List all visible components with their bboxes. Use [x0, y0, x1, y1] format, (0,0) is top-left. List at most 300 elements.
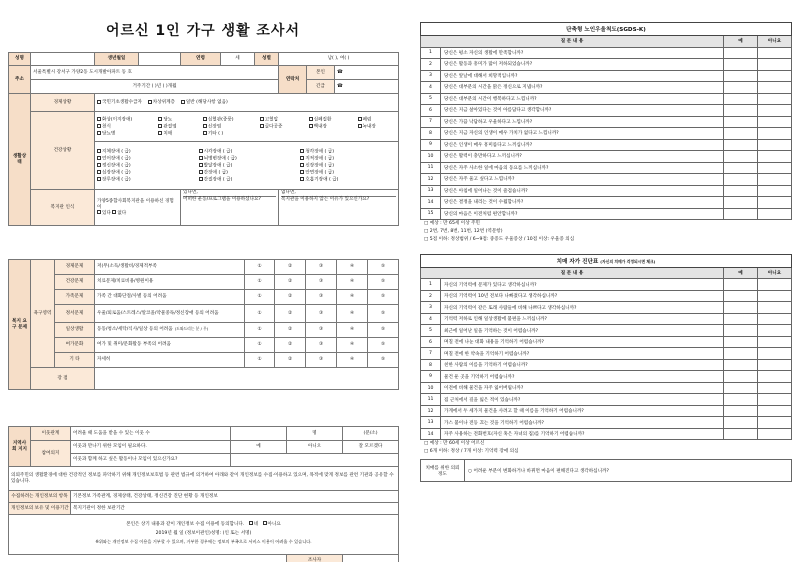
disability-checkbox-label: 발달장애 ( 급): [203, 163, 233, 168]
gds-yes-cell[interactable]: [723, 162, 757, 174]
disability-checkbox[interactable]: [199, 170, 295, 176]
disease-checkbox[interactable]: [158, 124, 196, 130]
gds-yes-cell[interactable]: [723, 105, 757, 117]
help-unsure-option[interactable]: 잘 모르겠다: [343, 441, 399, 454]
dementia-row: [421, 382, 792, 394]
surveyor-field[interactable]: [343, 555, 399, 562]
dementia-row: [421, 313, 792, 325]
disability-checkbox[interactable]: [300, 170, 396, 176]
needs-description-text: 자세히: [97, 357, 111, 363]
needs-scale-option[interactable]: ⑤: [368, 338, 399, 353]
needs-scale-option[interactable]: ⑤: [368, 305, 399, 323]
needs-description: [95, 305, 245, 323]
dementia-title: 치매 자가 진단표: [556, 258, 599, 265]
gds-no-cell[interactable]: [757, 82, 791, 94]
disability-checkbox[interactable]: [97, 170, 193, 176]
gds-notes: [420, 220, 792, 244]
gds-row: [421, 208, 792, 220]
disease-checkbox[interactable]: [158, 131, 196, 137]
needs-scale-option[interactable]: ②: [275, 338, 306, 353]
dementia-yes-cell[interactable]: [724, 371, 758, 383]
disability-checkbox[interactable]: [199, 163, 295, 169]
gds-table: [420, 22, 792, 220]
welfare-no-checkbox[interactable]: [112, 211, 126, 216]
needs-scale-option[interactable]: ①: [245, 290, 275, 305]
gds-row: [421, 59, 792, 71]
strength-field[interactable]: [95, 368, 399, 390]
welfare-no-box[interactable]: [279, 190, 399, 226]
needs-scale-option[interactable]: ④: [337, 305, 368, 323]
gds-note: □ 5점 이하: 정상범위 / 6~9점: 중증도 우울증상 / 10점 이상: 우울증 의심: [424, 236, 575, 242]
help-answer-field[interactable]: [231, 454, 399, 467]
contact-self-field[interactable]: ☎: [335, 66, 399, 80]
dementia-title-cell: [421, 254, 792, 267]
needs-scale-option[interactable]: ②: [275, 305, 306, 323]
dementia-question: 자신의 기억력이 같은 또래 사람들에 비해 나쁘다고 생각하십니까?: [441, 302, 724, 314]
disability-checkbox[interactable]: [300, 149, 396, 155]
needs-description-text: 저(무)소득/생활비/경제적부족: [97, 264, 157, 270]
gds-yes-cell[interactable]: [723, 128, 757, 140]
gds-number: 9: [421, 139, 441, 151]
needs-table: [8, 259, 399, 390]
needs-scale-option[interactable]: ③: [306, 338, 337, 353]
health-label: 건강상황: [31, 112, 95, 190]
checkbox-icon: [97, 100, 101, 104]
gds-no-cell[interactable]: [757, 47, 791, 59]
dementia-question: 친한 사람의 이름을 기억하기 어렵습니까?: [441, 359, 724, 371]
dementia-question: 물건 둔 곳을 기억하기 어렵습니까?: [441, 371, 724, 383]
checkbox-icon: [309, 117, 313, 121]
gds-yes-cell[interactable]: [723, 151, 757, 163]
disability-checkbox[interactable]: [97, 163, 193, 169]
consent-agree-text: 본인은 상기 내용과 같이 개인정보 수집 이용에 동의합니다.: [126, 521, 245, 527]
disability-checkbox[interactable]: [199, 177, 295, 183]
needs-scale-option[interactable]: ②: [275, 323, 306, 338]
gds-col-question: 질 문 내 용: [421, 36, 724, 48]
dementia-no-cell[interactable]: [758, 428, 792, 440]
dementia-no-cell[interactable]: [758, 417, 792, 429]
dementia-number: 4: [421, 313, 441, 325]
welfare-no-question: 복지관을 이용하지 않는 이유가 있으신가요?: [281, 196, 370, 202]
gds-yes-cell[interactable]: [723, 59, 757, 71]
checkbox-icon: [249, 521, 253, 525]
needs-description-text: 우울/외로움/스트레스/알코올/약물중독/정신장애 등의 어려움: [97, 310, 219, 316]
gds-row: [421, 174, 792, 186]
checkbox-icon: [199, 156, 203, 160]
consent-period-value: 복지기관이 정한 보관기간: [71, 503, 399, 515]
relation-label: 이웃관계: [31, 427, 71, 441]
dementia-yes-cell[interactable]: [724, 394, 758, 406]
disability-checkbox[interactable]: [199, 149, 295, 155]
dementia-yes-cell[interactable]: [724, 382, 758, 394]
gds-number: 12: [421, 174, 441, 186]
checkbox-icon: [358, 117, 362, 121]
disability-checkbox-label: 간장애 ( 급): [203, 170, 228, 175]
checkbox-icon: [300, 177, 304, 181]
disability-checkbox[interactable]: [97, 177, 193, 183]
sex-options[interactable]: 남( ), 여( ): [279, 53, 399, 66]
referral-text[interactable]: ○ 어려운 부분이 변화하거나 바뀌면 마음이 편해진다고 생각하십니까?: [465, 460, 792, 482]
dementia-no-cell[interactable]: [758, 302, 792, 314]
gds-yes-cell[interactable]: [723, 197, 757, 209]
needs-category: 정서문제: [55, 305, 95, 323]
dementia-number: 10: [421, 382, 441, 394]
needs-scale-option[interactable]: ①: [245, 338, 275, 353]
dementia-yes-cell[interactable]: [724, 428, 758, 440]
dementia-question: 며칠 전에 나눈 대화 내용을 기억하기 어렵습니까?: [441, 336, 724, 348]
gds-yes-cell[interactable]: [723, 174, 757, 186]
welfare-yes-checkbox[interactable]: [97, 211, 111, 216]
gds-row: [421, 116, 792, 128]
checkbox-icon: [158, 117, 162, 121]
gds-no-cell[interactable]: [757, 162, 791, 174]
econ-option-label: 차상위계층: [152, 100, 175, 105]
disability-checkbox[interactable]: [300, 163, 396, 169]
dementia-number: 3: [421, 302, 441, 314]
econ-label: 경제상황: [31, 94, 95, 112]
gds-yes-cell[interactable]: [723, 82, 757, 94]
dementia-note: □ 예상 : 만 60세 이상 어르신: [424, 441, 485, 447]
gds-note: □ 2번, 7번, 8번, 11번, 12번 (역문항): [424, 228, 503, 234]
disease-checkbox[interactable]: [97, 124, 152, 130]
sex-label: 성별: [255, 53, 279, 66]
needs-category: 가족문제: [55, 290, 95, 305]
gds-no-cell[interactable]: [757, 174, 791, 186]
gds-yes-cell[interactable]: [723, 185, 757, 197]
needs-scale-option[interactable]: ②: [275, 260, 306, 275]
gds-question: 당신은 결정을 내리는 것이 수월합니까?: [441, 197, 724, 209]
dementia-number: 13: [421, 417, 441, 429]
welfare-question-text: 가양5종합사회복지관을 이용하신 경험이: [97, 199, 174, 210]
gds-number: 4: [421, 82, 441, 94]
gds-row: [421, 162, 792, 174]
checkbox-icon: [181, 100, 185, 104]
checkbox-icon: [260, 117, 264, 121]
needs-description-text: 동동/청소/세탁/식사/일상 등의 어려움: [97, 327, 173, 333]
disease-grid: [97, 117, 396, 137]
dementia-row: [421, 325, 792, 337]
econ-option-checkbox[interactable]: [148, 100, 175, 105]
dementia-no-cell[interactable]: [758, 290, 792, 302]
dementia-yes-cell[interactable]: [724, 290, 758, 302]
living-section-label: 생활상태: [9, 94, 31, 226]
needs-scale-option[interactable]: ①: [245, 260, 275, 275]
disease-checkbox[interactable]: [203, 131, 254, 137]
needs-description: [95, 290, 245, 305]
dementia-yes-cell[interactable]: [724, 325, 758, 337]
consent-period-label: 개인정보의 보유 및 이용기간: [9, 503, 71, 515]
gds-col-no: 아니요: [757, 36, 791, 48]
form-title: 어르신 1인 가구 생활 조사서: [105, 23, 300, 39]
surveyor-spacer: [9, 555, 287, 562]
needs-row: [9, 353, 399, 368]
consent-no-checkbox[interactable]: [263, 522, 281, 527]
dementia-no-cell[interactable]: [758, 313, 792, 325]
dementia-table: [420, 254, 792, 441]
disease-checkbox[interactable]: [97, 117, 152, 123]
dementia-yes-cell[interactable]: [724, 279, 758, 291]
needs-description-text: 가족 간 대화단절/사별 등의 어려움: [97, 294, 167, 300]
disability-checkbox[interactable]: [97, 156, 193, 162]
gds-yes-cell[interactable]: [723, 93, 757, 105]
needs-category: 일상생활: [55, 323, 95, 338]
gds-question: 당신은 대부분의 시간이 행복하다고 느낍니까?: [441, 93, 724, 105]
relation-unit2: (분/소): [343, 427, 399, 441]
needs-scale-option[interactable]: ⑤: [368, 323, 399, 338]
address-line2[interactable]: 거주기간 ( )년 ( )개월: [31, 80, 279, 94]
needs-scale-option[interactable]: ③: [306, 260, 337, 275]
needs-description-note: (도와드리는 분 / 무): [174, 326, 209, 332]
gds-number: 15: [421, 208, 441, 220]
needs-scale-option[interactable]: ④: [337, 290, 368, 305]
needs-description-text: 여가 및 취미/문화활동 부족의 어려움: [97, 342, 171, 348]
disease-checkbox[interactable]: [260, 117, 303, 123]
econ-option-checkbox[interactable]: [97, 100, 142, 105]
needs-scale-option[interactable]: ③: [306, 275, 337, 290]
checkbox-icon: [300, 163, 304, 167]
gds-no-cell[interactable]: [757, 139, 791, 151]
disease-checkbox[interactable]: [97, 131, 152, 137]
checkbox-icon: [203, 131, 207, 135]
address-line1[interactable]: 서울특별시 강서구 가양2동 도시개발아파트 동 호: [31, 66, 279, 80]
needs-scale-option[interactable]: ⑤: [368, 275, 399, 290]
dementia-question: 집 근처에서 길을 잃은 적이 있습니까?: [441, 394, 724, 406]
age-label: 연령: [181, 53, 221, 66]
needs-description: [95, 275, 245, 290]
age-unit: 세: [221, 53, 255, 66]
dementia-no-cell[interactable]: [758, 325, 792, 337]
dementia-no-cell[interactable]: [758, 371, 792, 383]
gds-no-cell[interactable]: [757, 197, 791, 209]
needs-description: [95, 353, 245, 368]
needs-scale-option[interactable]: ③: [306, 305, 337, 323]
contact-self-label: 본인: [307, 66, 335, 80]
needs-scale-option[interactable]: ③: [306, 323, 337, 338]
gds-question: 당신은 가끔 낙담하고 우울하다고 느낍니까?: [441, 116, 724, 128]
disease-checkbox[interactable]: [260, 124, 303, 130]
help-question-2: 이웃과 함께 하고 싶은 활동이나 모임이 있으신가요?: [71, 454, 231, 467]
needs-scale-option[interactable]: ⑤: [368, 290, 399, 305]
disability-checkbox-label: 지체장애 ( 급): [102, 149, 131, 154]
dementia-no-cell[interactable]: [758, 382, 792, 394]
needs-scale-option[interactable]: ④: [337, 260, 368, 275]
dementia-question: 가게에서 두 세가지 물건을 사려고 할 때 이름을 기억하기 어렵습니까?: [441, 405, 724, 417]
needs-scale-option[interactable]: ④: [337, 353, 368, 368]
dementia-row: [421, 290, 792, 302]
gds-no-cell[interactable]: [757, 105, 791, 117]
gds-question: 당신은 활동과 흥미가 많이 저하되었습니까?: [441, 59, 724, 71]
gds-question: 당신은 평소 자신의 생활에 만족합니까?: [441, 47, 724, 59]
disease-checkbox[interactable]: [158, 117, 196, 123]
dementia-notes: [420, 440, 792, 456]
welfare-question: [95, 190, 181, 226]
gds-no-cell[interactable]: [757, 208, 791, 220]
referral-table: [420, 459, 792, 482]
help-yes-option[interactable]: 예: [231, 441, 287, 454]
disease-checkbox[interactable]: [358, 117, 396, 123]
disability-checkbox[interactable]: [300, 177, 396, 183]
disability-checkbox-label: 정신장애 ( 급): [102, 163, 131, 168]
disease-checkbox-label: 골다공증: [264, 124, 283, 129]
consent-items-label: 수집하려는 개인정보의 항목: [9, 491, 71, 503]
needs-description: [95, 338, 245, 353]
needs-row: [9, 305, 399, 323]
gds-yes-cell[interactable]: [723, 70, 757, 82]
needs-category: 건강문제: [55, 275, 95, 290]
dementia-yes-cell[interactable]: [724, 348, 758, 360]
welfare-label: 복지관 인식: [31, 190, 95, 226]
gds-title: 단축형 노인우울척도(SGDS-K): [421, 23, 792, 36]
gds-no-cell[interactable]: [757, 70, 791, 82]
help-question-1: 이웃과 만나기 위한 모임이 필요하다.: [71, 441, 231, 454]
gds-yes-cell[interactable]: [723, 116, 757, 128]
contact-emergency-label: 긴급: [307, 80, 335, 94]
gds-question: 당신은 지금 살아있다는 것이 아름답다고 생각합니까?: [441, 105, 724, 117]
dementia-question: 이전에 비해 물건을 자주 잃어버립니까?: [441, 382, 724, 394]
dementia-yes-cell[interactable]: [724, 359, 758, 371]
needs-row: [9, 275, 399, 290]
dementia-number: 7: [421, 348, 441, 360]
checkbox-icon: [199, 149, 203, 153]
gds-no-cell[interactable]: [757, 93, 791, 105]
relation-count-field[interactable]: [231, 427, 287, 441]
gds-yes-cell[interactable]: [723, 139, 757, 151]
dementia-yes-cell[interactable]: [724, 302, 758, 314]
disability-list: [95, 142, 399, 190]
dementia-number: 9: [421, 371, 441, 383]
gds-no-cell[interactable]: [757, 128, 791, 140]
gds-no-cell[interactable]: [757, 185, 791, 197]
needs-scale-option[interactable]: ④: [337, 275, 368, 290]
contact-emergency-field[interactable]: ☎: [335, 80, 399, 94]
dementia-row: [421, 336, 792, 348]
welfare-yes-label: 있다: [102, 210, 111, 216]
checkbox-icon: [263, 521, 267, 525]
dementia-number: 8: [421, 359, 441, 371]
dementia-row: [421, 279, 792, 291]
disease-checkbox[interactable]: [203, 124, 254, 130]
disability-checkbox[interactable]: [300, 156, 396, 162]
consent-yes-checkbox[interactable]: [249, 522, 258, 527]
gds-number: 2: [421, 59, 441, 71]
dementia-no-cell[interactable]: [758, 359, 792, 371]
consent-text: 의뢰주민의 생활환경에 대한 건강적인 정보를 파악하기 위해 개인정보보호법 등 관련 법규에 의거하여 아래와 같이 개인정보를 수집·이용하고 있으며, 목적에 맞게 정보를 관련 기관과 공유할 수 있습니다.: [9, 467, 399, 491]
dementia-question: 가스 불이나 전등 끄는 것을 기억하기 어렵습니까?: [441, 417, 724, 429]
needs-scale-option[interactable]: ①: [245, 305, 275, 323]
dementia-no-cell[interactable]: [758, 279, 792, 291]
needs-scale-option[interactable]: ①: [245, 323, 275, 338]
needs-scale-option[interactable]: ②: [275, 275, 306, 290]
disability-checkbox-label: 심장장애 ( 급): [102, 170, 131, 175]
disability-checkbox[interactable]: [97, 149, 193, 155]
checkbox-icon: [97, 117, 101, 121]
disease-checkbox-label: 치매: [163, 131, 173, 136]
needs-description: [95, 260, 245, 275]
dementia-yes-cell[interactable]: [724, 336, 758, 348]
consent-date-line[interactable]: 2019년 월 일 (정보이관인)성명: (인 또는 서명): [155, 530, 252, 536]
gds-no-cell[interactable]: [757, 59, 791, 71]
needs-scale-option[interactable]: ⑤: [368, 353, 399, 368]
dementia-col-no: 아니요: [758, 267, 792, 279]
needs-row: [9, 323, 399, 338]
welfare-yes-box[interactable]: [181, 190, 279, 226]
help-no-option[interactable]: 아니오: [287, 441, 343, 454]
dementia-question: 기억력 저하로 인해 일상생활에 불편을 느끼십니까?: [441, 313, 724, 325]
disability-grid: [97, 149, 396, 183]
dementia-no-cell[interactable]: [758, 348, 792, 360]
disease-checkbox-label: 신장염: [207, 124, 222, 129]
needs-scale-option[interactable]: ①: [245, 353, 275, 368]
gds-no-cell[interactable]: [757, 151, 791, 163]
gds-number: 8: [421, 128, 441, 140]
checkbox-icon: [97, 124, 101, 128]
disability-checkbox-label: 지적장애 ( 급): [305, 156, 335, 161]
dementia-col-yes: 예: [724, 267, 758, 279]
needs-description-text: 치료문제/치료비용/병원이용: [97, 279, 154, 285]
dementia-no-cell[interactable]: [758, 394, 792, 406]
disease-checkbox[interactable]: [203, 117, 254, 123]
checkbox-icon: [309, 124, 313, 128]
dementia-number: 6: [421, 336, 441, 348]
econ-option-checkbox[interactable]: [181, 100, 228, 105]
needs-scale-option[interactable]: ④: [337, 323, 368, 338]
consent-yes-label: 네: [253, 521, 259, 527]
needs-scale-option[interactable]: ⑤: [368, 260, 399, 275]
gds-yes-cell[interactable]: [723, 208, 757, 220]
gds-yes-cell[interactable]: [723, 47, 757, 59]
disease-checkbox-label: 폐렴: [362, 117, 372, 122]
gds-row: [421, 197, 792, 209]
gds-row: [421, 47, 792, 59]
disease-checkbox[interactable]: [309, 124, 352, 130]
welfare-yes-question: 어떠한 운동/프로그램을 이용하셨나요?: [183, 196, 261, 202]
help-label: 참여의지: [31, 441, 71, 467]
needs-row: [9, 290, 399, 305]
gds-number: 13: [421, 185, 441, 197]
needs-scale-option[interactable]: ③: [306, 290, 337, 305]
disease-checkbox-label: 백내장: [313, 124, 327, 129]
dementia-yes-cell[interactable]: [724, 405, 758, 417]
disease-checkbox[interactable]: [309, 117, 352, 123]
dementia-number: 14: [421, 428, 441, 440]
econ-options: [95, 94, 399, 112]
name-field[interactable]: [31, 53, 95, 66]
needs-scale-option[interactable]: ②: [275, 353, 306, 368]
needs-scale-option[interactable]: ①: [245, 275, 275, 290]
needs-section-label: 복지 요구 문제: [9, 260, 31, 390]
dementia-number: 5: [421, 325, 441, 337]
disease-list: [95, 112, 399, 142]
gds-question: 당신은 지금 자신의 인생이 매우 가치가 없다고 느낍니까?: [441, 128, 724, 140]
dementia-no-cell[interactable]: [758, 405, 792, 417]
dementia-no-cell[interactable]: [758, 336, 792, 348]
checkbox-icon: [199, 177, 203, 181]
checkbox-icon: [300, 156, 304, 160]
disability-checkbox-label: 시각장애 ( 급): [203, 149, 233, 154]
disease-checkbox[interactable]: [358, 124, 396, 130]
birth-field[interactable]: [139, 53, 181, 66]
disease-checkbox-label: 심혈관(중풍): [207, 117, 234, 122]
gds-question: 당신은 앞날에 대해서 희망적입니까?: [441, 70, 724, 82]
disability-checkbox[interactable]: [199, 156, 295, 162]
needs-scale-option[interactable]: ③: [306, 353, 337, 368]
checkbox-icon: [97, 131, 101, 135]
needs-scale-option[interactable]: ②: [275, 290, 306, 305]
needs-scale-option[interactable]: ④: [337, 338, 368, 353]
gds-no-cell[interactable]: [757, 116, 791, 128]
dementia-yes-cell[interactable]: [724, 313, 758, 325]
dementia-yes-cell[interactable]: [724, 417, 758, 429]
